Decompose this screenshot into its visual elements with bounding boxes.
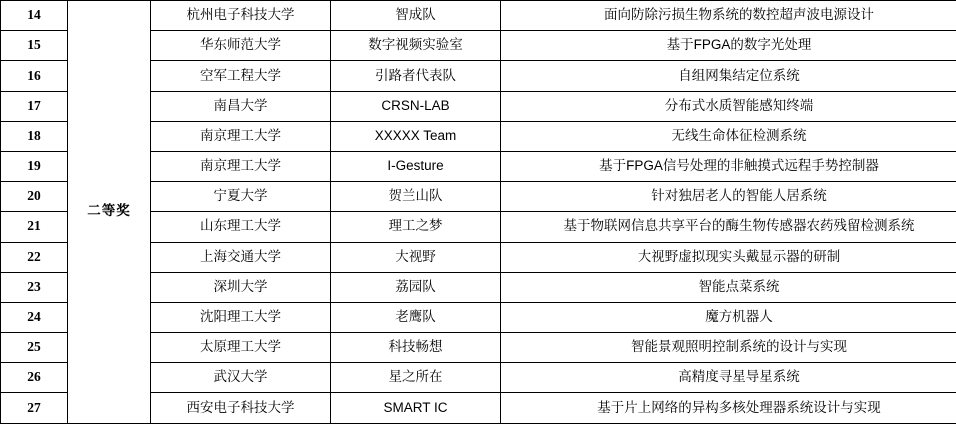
cell-team: SMART IC <box>331 393 501 423</box>
cell-school: 深圳大学 <box>151 272 331 302</box>
cell-team: CRSN-LAB <box>331 91 501 121</box>
cell-project: 无线生命体征检测系统 <box>501 121 956 151</box>
cell-index: 19 <box>1 151 68 181</box>
cell-school: 南京理工大学 <box>151 121 331 151</box>
cell-index: 22 <box>1 242 68 272</box>
cell-index: 16 <box>1 61 68 91</box>
cell-school: 上海交通大学 <box>151 242 331 272</box>
cell-project: 基于FPGA信号处理的非触摸式远程手势控制器 <box>501 151 956 181</box>
cell-project: 大视野虚拟现实头戴显示器的研制 <box>501 242 956 272</box>
cell-award-level: 二等奖 <box>68 1 151 424</box>
cell-project: 基于物联网信息共享平台的酶生物传感器农药残留检测系统 <box>501 212 956 242</box>
cell-team: 星之所在 <box>331 363 501 393</box>
table-row <box>1 1 956 31</box>
cell-team: 引路者代表队 <box>331 61 501 91</box>
cell-school: 空军工程大学 <box>151 61 331 91</box>
cell-project: 分布式水质智能感知终端 <box>501 91 956 121</box>
cell-team: 大视野 <box>331 242 501 272</box>
cell-school: 山东理工大学 <box>151 212 331 242</box>
cell-index: 21 <box>1 212 68 242</box>
cell-index: 20 <box>1 182 68 212</box>
cell-project: 针对独居老人的智能人居系统 <box>501 182 956 212</box>
cell-project: 智能景观照明控制系统的设计与实现 <box>501 333 956 363</box>
cell-team: I-Gesture <box>331 151 501 181</box>
cell-school: 沈阳理工大学 <box>151 302 331 332</box>
cell-index: 23 <box>1 272 68 302</box>
cell-school: 太原理工大学 <box>151 333 331 363</box>
cell-team: 理工之梦 <box>331 212 501 242</box>
cell-index: 14 <box>1 1 68 31</box>
cell-project: 面向防除污损生物系统的数控超声波电源设计 <box>501 1 956 31</box>
cell-project: 基于FPGA的数字光处理 <box>501 31 956 61</box>
cell-school: 南京理工大学 <box>151 151 331 181</box>
cell-school: 西安电子科技大学 <box>151 393 331 423</box>
cell-project: 自组网集结定位系统 <box>501 61 956 91</box>
cell-team: 老鹰队 <box>331 302 501 332</box>
cell-school: 武汉大学 <box>151 363 331 393</box>
cell-index: 18 <box>1 121 68 151</box>
cell-school: 华东师范大学 <box>151 31 331 61</box>
table-body <box>1 1 956 424</box>
cell-team: 科技畅想 <box>331 333 501 363</box>
cell-index: 15 <box>1 31 68 61</box>
cell-index: 26 <box>1 363 68 393</box>
cell-school: 杭州电子科技大学 <box>151 1 331 31</box>
cell-project: 魔方机器人 <box>501 302 956 332</box>
cell-project: 智能点菜系统 <box>501 272 956 302</box>
cell-index: 27 <box>1 393 68 423</box>
cell-school: 宁夏大学 <box>151 182 331 212</box>
cell-team: 数字视频实验室 <box>331 31 501 61</box>
cell-index: 17 <box>1 91 68 121</box>
cell-team: 智成队 <box>331 1 501 31</box>
cell-project: 高精度寻星导星系统 <box>501 363 956 393</box>
cell-team: 荔园队 <box>331 272 501 302</box>
cell-index: 24 <box>1 302 68 332</box>
cell-school: 南昌大学 <box>151 91 331 121</box>
cell-project: 基于片上网络的异构多核处理器系统设计与实现 <box>501 393 956 423</box>
cell-index: 25 <box>1 333 68 363</box>
cell-team: XXXXX Team <box>331 121 501 151</box>
cell-team: 贺兰山队 <box>331 182 501 212</box>
